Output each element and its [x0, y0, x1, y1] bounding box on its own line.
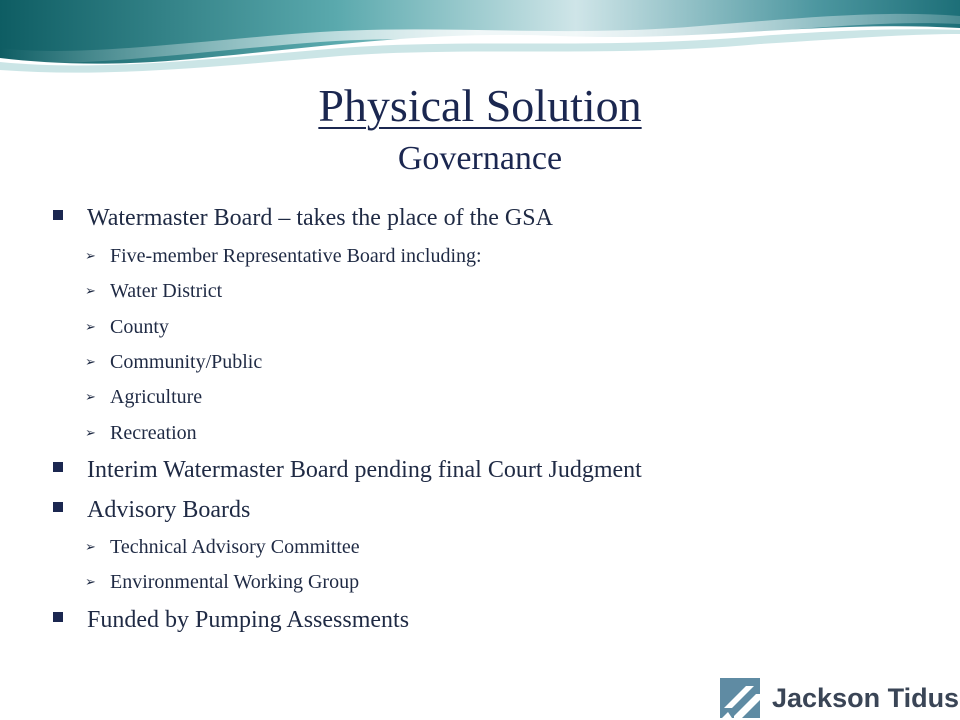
sub-bullet-text: Environmental Working Group — [110, 571, 360, 593]
arrow-bullet-icon: ➢ — [85, 426, 96, 441]
sub-bullet-text: Agriculture — [110, 386, 203, 408]
square-bullet-icon — [53, 210, 63, 220]
slide-title: Physical Solution — [318, 80, 642, 131]
sub-bullet-text: Recreation — [110, 422, 197, 444]
sub-bullet-text: Community/Public — [110, 351, 263, 373]
square-bullet-icon — [53, 502, 63, 512]
jackson-tidus-logo-icon — [720, 678, 760, 718]
square-bullet-icon — [53, 612, 63, 622]
bullet-text: Interim Watermaster Board pending final Court Judgment — [87, 457, 642, 483]
square-bullet-icon — [53, 462, 63, 472]
arrow-bullet-icon: ➢ — [85, 249, 96, 264]
sub-bullet-text: Water District — [110, 280, 223, 302]
logo-wordmark: Jackson Tidus — [772, 683, 960, 713]
arrow-bullet-icon: ➢ — [85, 540, 96, 555]
arrow-bullet-icon: ➢ — [85, 355, 96, 370]
sub-bullet-text: Technical Advisory Committee — [110, 536, 360, 558]
sub-bullet-text: County — [110, 316, 169, 338]
arrow-bullet-icon: ➢ — [85, 284, 96, 299]
sub-bullet-text: Five-member Representative Board including: — [110, 245, 482, 267]
bullet-text: Funded by Pumping Assessments — [87, 607, 410, 633]
arrow-bullet-icon: ➢ — [85, 390, 96, 405]
arrow-bullet-icon: ➢ — [85, 320, 96, 335]
company-logo — [720, 678, 960, 718]
bullet-text: Advisory Boards — [87, 497, 251, 523]
slide-subtitle: Governance — [397, 140, 563, 177]
bullet-text: Watermaster Board – takes the place of the GSA — [87, 205, 553, 231]
arrow-bullet-icon: ➢ — [85, 575, 96, 590]
